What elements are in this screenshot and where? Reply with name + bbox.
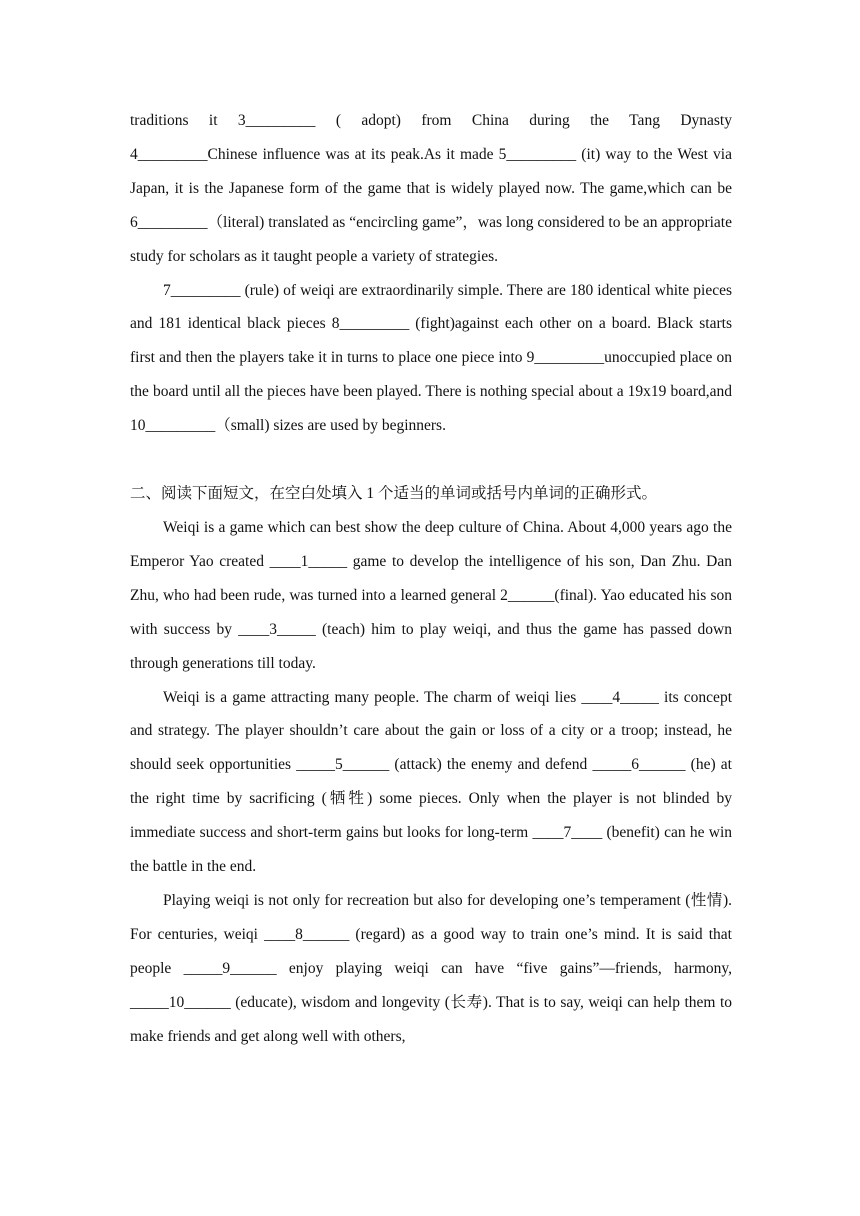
part2-paragraph3: Playing weiqi is not only for recreation but also for developing one’s temperament (性情). For centuries, weiqi ____8______ (regard) as a good way to train one’s mind. It is said that people _____9______ enjoy playing weiqi can have “five gains”—friends, harmony, _____10______ (educate), wisdom and longevity (长寿). That is to say, weiqi can help them to make friends and get along well with others, xyxy=(130,891,732,1045)
document-page xyxy=(130,104,732,1053)
part1-paragraph2: 7_________ (rule) of weiqi are extraordinarily simple. There are 180 identical white pieces and 181 identical black pieces 8_________ (fight)against each other on a board. Black starts first and then the players take it in turns to place one piece into 9_________unoccupied place on the board until all the pieces have been played. There is nothing special about a 19x19 board,and 10_________（small) sizes are used by beginners. xyxy=(130,281,732,435)
part1-paragraph1-line1: traditions it 3_________ ( adopt) from China during the Tang Dynasty xyxy=(130,112,732,129)
part1-paragraph1: 4_________Chinese influence was at its peak.As it made 5_________ (it) way to the West via Japan, it is the Japanese form of the game that is widely played now. The game,which can be 6_________（literal) translated as “encircling game”，was long considered to be an appropriate study for scholars as it taught people a variety of strategies. xyxy=(130,145,732,265)
part2-paragraph2: Weiqi is a game attracting many people. The charm of weiqi lies ____4_____ its concept and strategy. The player shouldn’t care about the gain or loss of a city or a troop; instead, he should seek opportunities _____5______ (attack) the enemy and defend _____6______ (he) at the right time by sacrificing (牺牲) some pieces. Only when the player is not blinded by immediate success and short-term gains but looks for long-term ____7____ (benefit) can he win the battle in the end. xyxy=(130,688,732,876)
part2-paragraph1: Weiqi is a game which can best show the deep culture of China. About 4,000 years ago the Emperor Yao created ____1_____ game to develop the intelligence of his son, Dan Zhu. Dan Zhu, who had been rude, was turned into a learned general 2______(final). Yao educated his son with success by ____3_____ (teach) him to play weiqi, and thus the game has passed down through generations till today. xyxy=(130,518,732,672)
section-title: 二、阅读下面短文，在空白处填入 1 个适当的单词或括号内单词的正确形式。 xyxy=(130,485,658,503)
